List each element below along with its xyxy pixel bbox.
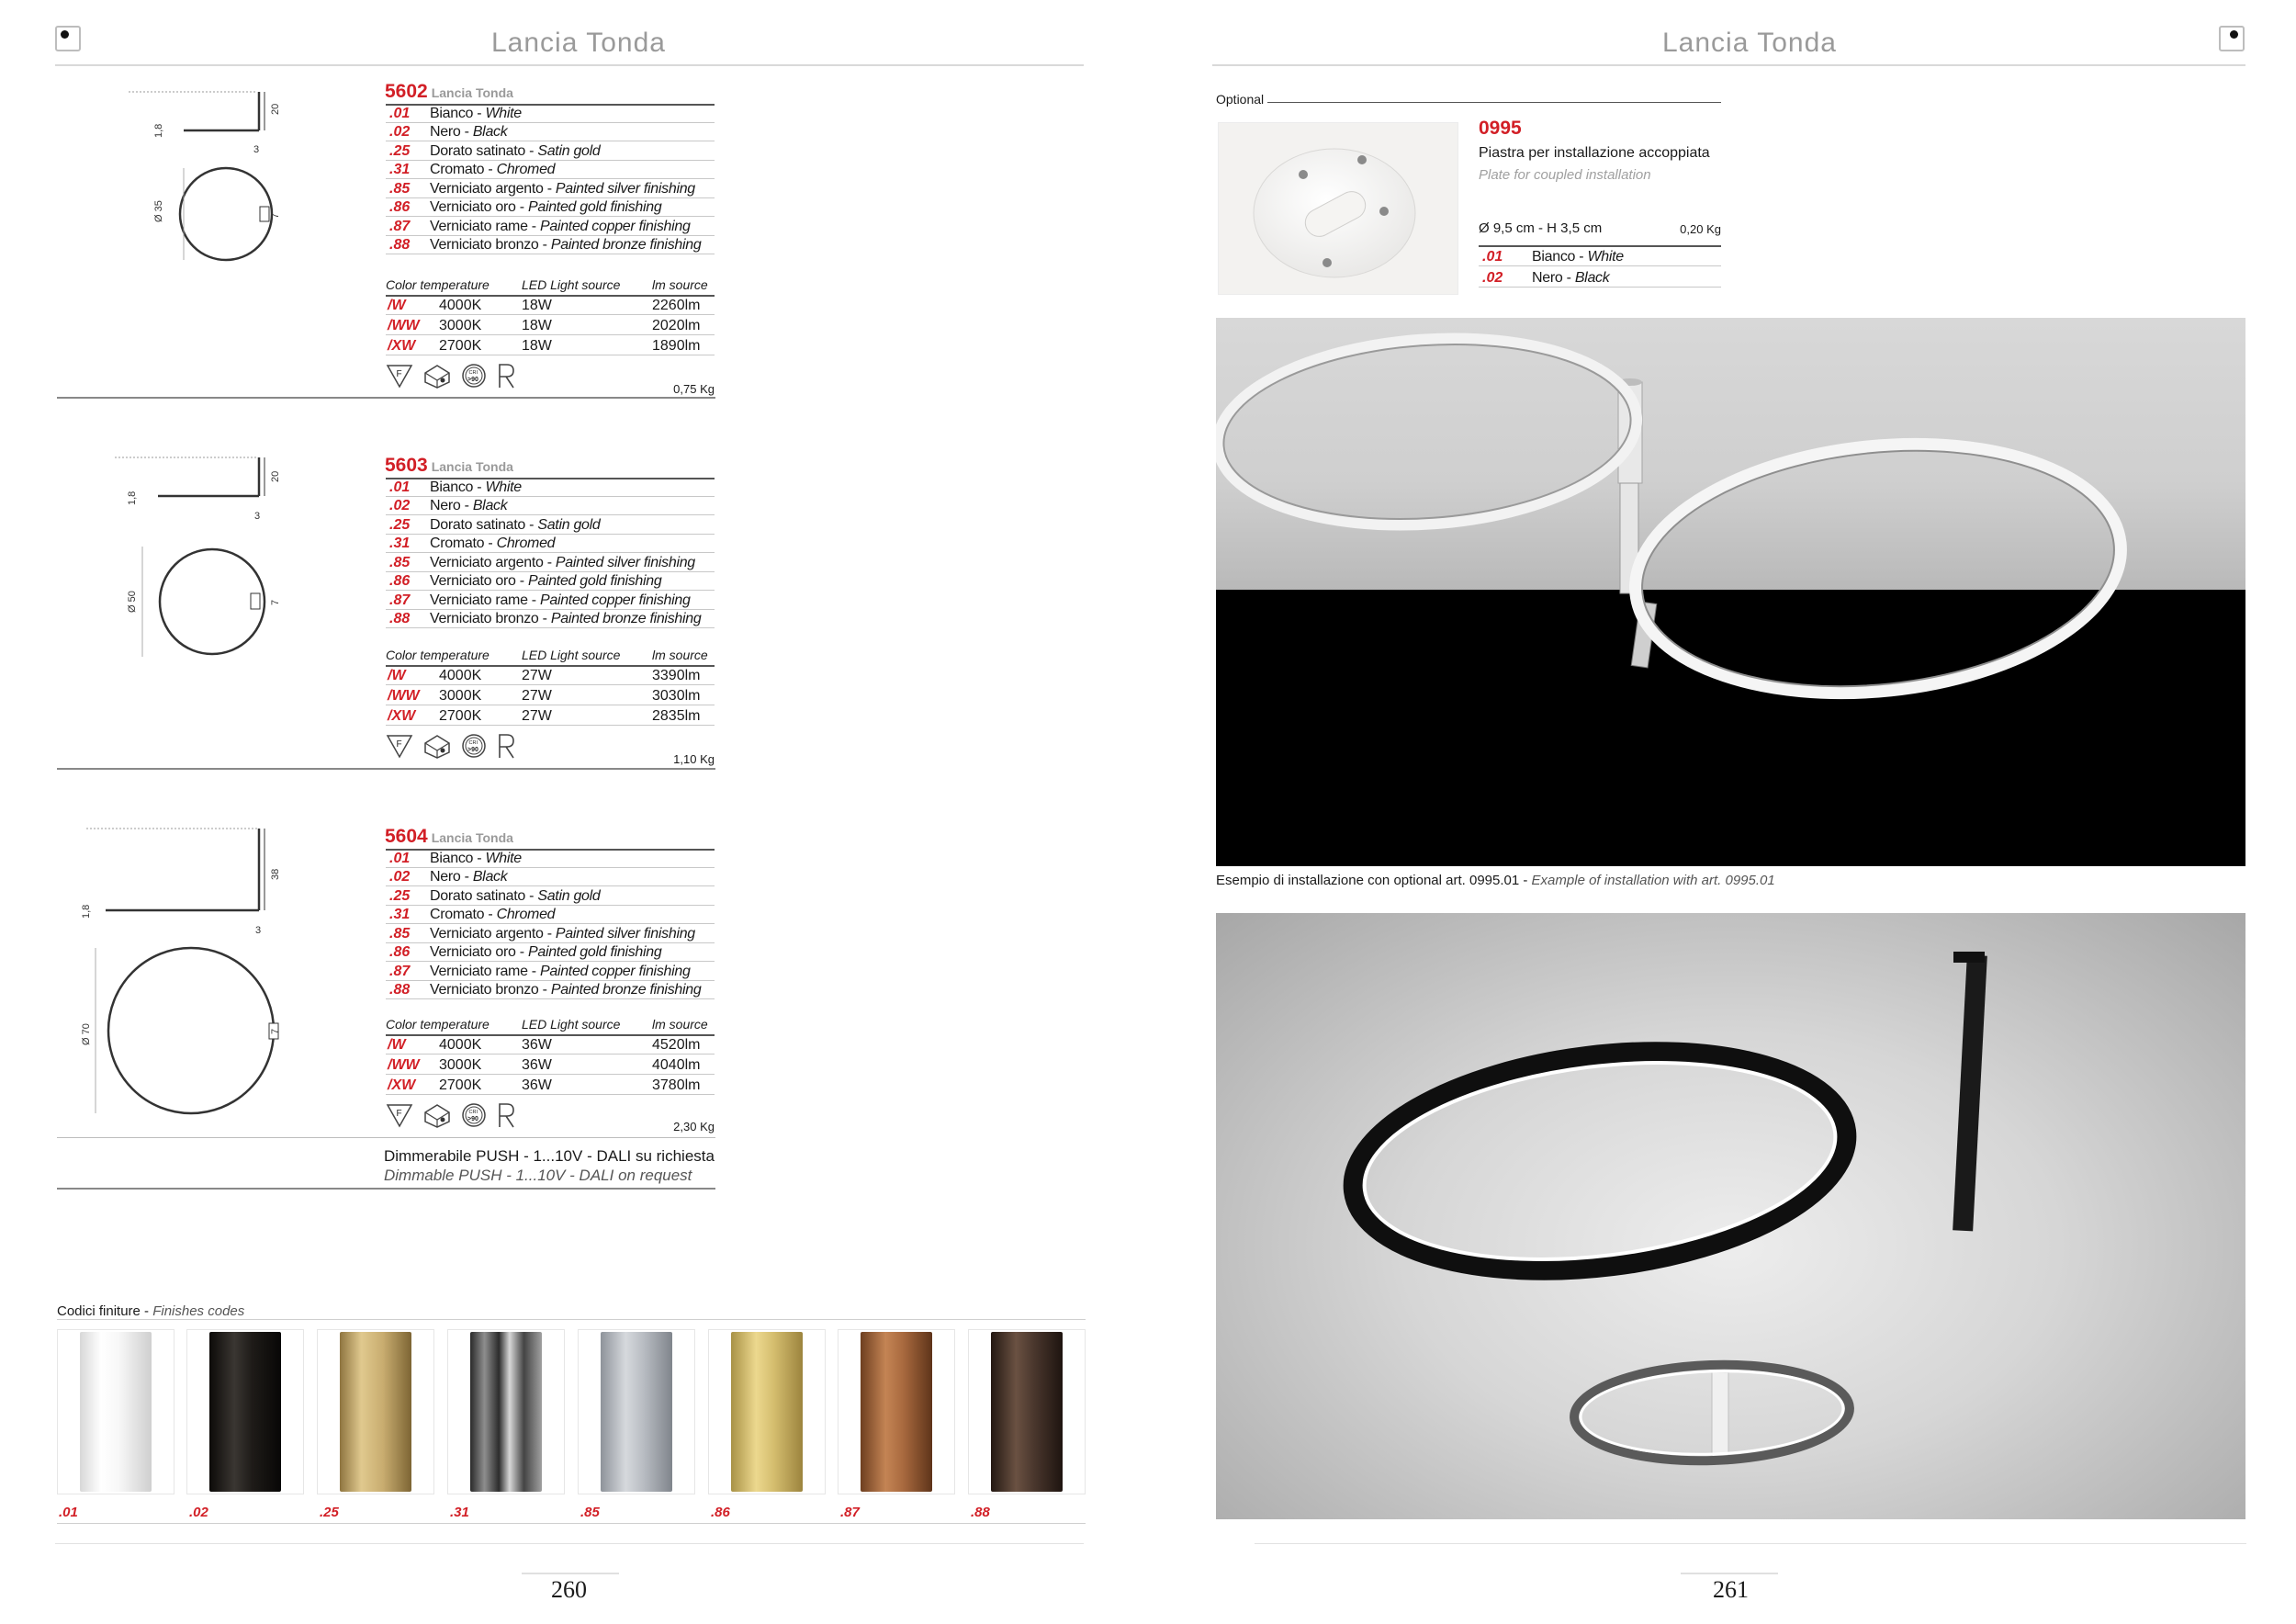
dim-thickness: 1,8: [153, 123, 164, 138]
finish-row: .88 Verniciato bronzo - Painted bronze finishing: [386, 981, 715, 1000]
swatch-gold: [708, 1329, 826, 1494]
product-separator: [57, 768, 715, 770]
svg-text:CRI: CRI: [468, 370, 478, 376]
finishes-table: [386, 104, 715, 254]
cert-icons: [386, 1101, 516, 1129]
product-code: 5602: [385, 81, 428, 102]
product-header: [385, 826, 513, 848]
installation-icon: [422, 362, 452, 389]
finish-row: .85 Verniciato argento - Painted silver finishing: [386, 553, 715, 572]
finish-row: .88 Verniciato bronzo - Painted bronze finishing: [386, 610, 715, 629]
installation-photo-bottom: [1216, 913, 2245, 1519]
swatch-code: .01: [59, 1505, 78, 1520]
svg-text:CRI: CRI: [468, 1110, 478, 1115]
plate-image: [1218, 122, 1458, 295]
led-row: /XW 2700K 18W 1890lm: [386, 335, 715, 355]
product-separator: [57, 1137, 715, 1138]
cert-icons: [386, 362, 516, 389]
led-table: [386, 665, 715, 726]
led-row: /W 4000K 18W 2260lm: [386, 295, 715, 315]
page-number-left: 260: [551, 1576, 587, 1603]
swatch-chromed: [447, 1329, 565, 1494]
optional-finishes-table: [1479, 245, 1721, 288]
dim-depth: 3: [255, 925, 262, 936]
optional-desc-en: Plate for coupled installation: [1479, 167, 1651, 183]
optional-desc-it: Piastra per installazione accoppiata: [1479, 145, 1710, 161]
dim-diameter: Ø 70: [81, 1023, 92, 1045]
finish-row: .02 Nero - Black: [386, 868, 715, 887]
finish-row: .31 Cromato - Chromed: [386, 906, 715, 925]
finish-row: .02 Nero - Black: [386, 497, 715, 516]
optional-label: Optional: [1216, 92, 1265, 107]
led-table: [386, 1034, 715, 1095]
dimmable-r-icon: [496, 1101, 516, 1129]
optional-code: 0995: [1479, 118, 1522, 139]
swatch-code: .87: [840, 1505, 860, 1520]
finish-row: .87 Verniciato rame - Painted copper finishing: [386, 962, 715, 981]
dim-ring: 7: [270, 212, 281, 219]
product-weight: 1,10 Kg: [673, 752, 715, 766]
product-code: 5604: [385, 826, 428, 847]
page-title-right: Lancia Tonda: [1662, 28, 1837, 58]
installation-photo-top: [1216, 318, 2245, 866]
dim-diameter: Ø 35: [153, 200, 164, 222]
finish-row: .31 Cromato - Chromed: [386, 535, 715, 554]
finish-row: .01 Bianco - White: [386, 104, 715, 123]
cri-icon: [461, 733, 487, 759]
installation-icon: [422, 732, 452, 760]
finish-row: .02 Nero - Black: [386, 123, 715, 142]
led-row: /XW 2700K 36W 3780lm: [386, 1075, 715, 1095]
swatch-code: .02: [189, 1505, 208, 1520]
dim-depth: 3: [253, 144, 260, 155]
led-row: /WW 3000K 36W 4040lm: [386, 1054, 715, 1075]
class-f-icon: [386, 1102, 413, 1128]
drawing-5603: [115, 455, 298, 675]
class-f-icon: [386, 733, 413, 759]
product-name: Lancia Tonda: [431, 830, 513, 845]
finish-row: .85 Verniciato argento - Painted silver finishing: [386, 924, 715, 943]
swatch-black: [186, 1329, 304, 1494]
finish-row: .25 Dorato satinato - Satin gold: [386, 515, 715, 535]
cert-icons: [386, 732, 516, 760]
finish-row: .02 Nero - Black: [1479, 266, 1721, 288]
swatch-copper: [838, 1329, 955, 1494]
svg-text:F: F: [396, 369, 402, 379]
led-row: /W 4000K 27W 3390lm: [386, 665, 715, 685]
finish-codes-title: Codici finiture - Finishes codes: [57, 1303, 245, 1319]
page-number-underline-left: [522, 1573, 619, 1574]
product-weight: 2,30 Kg: [673, 1120, 715, 1133]
finish-codes-bottom-rule: [57, 1523, 1086, 1524]
svg-text:CRI: CRI: [468, 740, 478, 746]
led-row: /WW 3000K 18W 2020lm: [386, 315, 715, 335]
led-table-header: Color temperature LED Light source lm source: [386, 1017, 708, 1032]
finish-row: .01 Bianco - White: [386, 478, 715, 497]
swatch-code: .85: [580, 1505, 600, 1520]
product-name: Lancia Tonda: [431, 85, 513, 100]
finish-row: .86 Verniciato oro - Painted gold finishing: [386, 943, 715, 963]
finish-row: .01 Bianco - White: [1479, 245, 1721, 266]
dim-thickness: 1,8: [127, 491, 138, 505]
class-f-icon: [386, 363, 413, 389]
drawing-5604: [73, 825, 294, 1133]
swatch-code: .25: [320, 1505, 339, 1520]
product-header: [385, 455, 513, 477]
finish-row: .85 Verniciato argento - Painted silver finishing: [386, 179, 715, 198]
product-name: Lancia Tonda: [431, 459, 513, 474]
swatch-code: .86: [711, 1505, 730, 1520]
header-rule-right: [1212, 64, 2245, 66]
photo-caption: Esempio di installazione con optional art. 0995.01 - Example of installation with art. 0995.01: [1216, 873, 1775, 888]
cri-icon: [461, 363, 487, 389]
dim-height: 20: [270, 470, 281, 482]
led-table-header: Color temperature LED Light source lm source: [386, 648, 708, 662]
product-header: [385, 81, 513, 103]
dimmer-note: Dimmerabile PUSH - 1...10V - DALI su richiesta Dimmable PUSH - 1...10V - DALI on request: [384, 1147, 715, 1184]
finish-row: .25 Dorato satinato - Satin gold: [386, 141, 715, 161]
swatch-code: .31: [450, 1505, 469, 1520]
svg-text:F: F: [396, 1109, 402, 1119]
led-row: /XW 2700K 27W 2835lm: [386, 705, 715, 726]
dimmable-r-icon: [496, 362, 516, 389]
page-number-right: 261: [1713, 1576, 1749, 1603]
finish-row: .25 Dorato satinato - Satin gold: [386, 886, 715, 906]
product-weight: 0,75 Kg: [673, 382, 715, 396]
swatch-silver: [578, 1329, 695, 1494]
finish-row: .31 Cromato - Chromed: [386, 161, 715, 180]
finish-row: .87 Verniciato rame - Painted copper finishing: [386, 217, 715, 236]
optional-rule: [1267, 102, 1721, 103]
dimmer-separator: [57, 1188, 715, 1190]
finish-row: .01 Bianco - White: [386, 849, 715, 868]
svg-text:F: F: [396, 739, 402, 750]
swatch-bronze: [968, 1329, 1086, 1494]
dim-height: 20: [270, 103, 281, 115]
swatch-white: [57, 1329, 174, 1494]
finishes-table: [386, 849, 715, 999]
swatch-code: .88: [971, 1505, 990, 1520]
svg-text:>90: >90: [467, 377, 478, 383]
finish-row: .88 Verniciato bronzo - Painted bronze finishing: [386, 236, 715, 255]
finish-row: .86 Verniciato oro - Painted gold finishing: [386, 198, 715, 218]
dim-diameter: Ø 50: [127, 591, 138, 613]
optional-dims: Ø 9,5 cm - H 3,5 cm: [1479, 220, 1603, 236]
footer-rule-right: [1255, 1543, 2246, 1544]
dimmable-r-icon: [496, 732, 516, 760]
corner-marker-right: [2219, 26, 2245, 51]
svg-text:>90: >90: [467, 1116, 478, 1122]
dim-ring: 7: [270, 599, 281, 605]
product-separator: [57, 397, 715, 399]
finish-row: .87 Verniciato rame - Painted copper finishing: [386, 591, 715, 610]
dim-ring: 7: [270, 1028, 281, 1034]
finish-codes-rule: [57, 1319, 1086, 1320]
swatch-satin-gold: [317, 1329, 434, 1494]
footer-rule-left: [55, 1543, 1084, 1544]
cri-icon: [461, 1102, 487, 1128]
finishes-table: [386, 478, 715, 628]
led-table-header: Color temperature LED Light source lm source: [386, 277, 708, 292]
finish-row: .86 Verniciato oro - Painted gold finishing: [386, 572, 715, 592]
dim-depth: 3: [254, 511, 261, 522]
page-title-left: Lancia Tonda: [491, 28, 666, 58]
installation-icon: [422, 1101, 452, 1129]
drawing-5602: [129, 83, 294, 266]
dim-thickness: 1,8: [81, 904, 92, 919]
led-row: /W 4000K 36W 4520lm: [386, 1034, 715, 1054]
corner-marker-left: [55, 26, 81, 51]
header-rule-left: [55, 64, 1084, 66]
product-code: 5603: [385, 455, 428, 476]
plate-icon: [1219, 123, 1459, 296]
svg-text:>90: >90: [467, 747, 478, 753]
led-table: [386, 295, 715, 355]
optional-weight: 0,20 Kg: [1680, 222, 1721, 236]
dim-height: 38: [270, 868, 281, 880]
led-row: /WW 3000K 27W 3030lm: [386, 685, 715, 705]
page-number-underline-right: [1681, 1573, 1778, 1574]
